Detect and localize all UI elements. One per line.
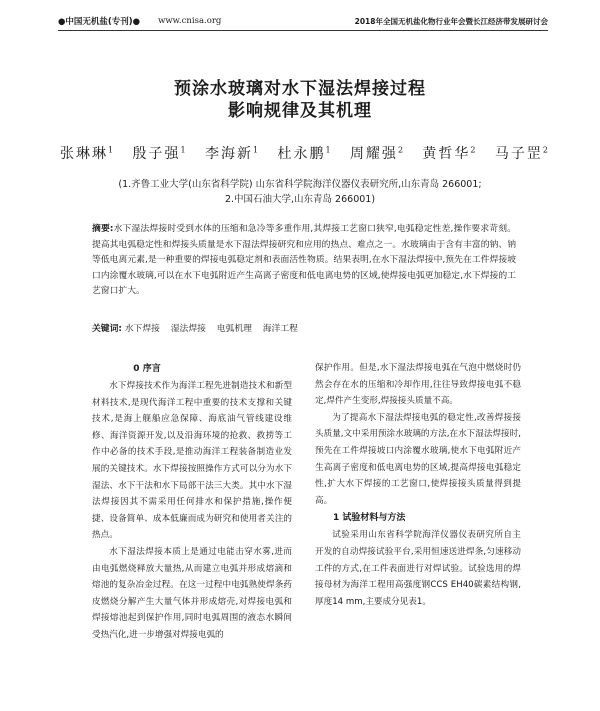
keyword: 水下焊接 [124,324,160,334]
author: 殷子强$^1$ [132,145,186,162]
left-column [92,360,292,644]
author: 马子罡$^2$ [494,145,548,162]
author: 李海新$^1$ [204,145,259,162]
journal-name: ●中国无机盐(专刊)● [58,17,141,27]
abstract-text: 水下湿法焊接时受到水体的压缩和急冷等多重作用,其焊接工艺窗口狭窄,电弧稳定性差,操作要求苛刻。提高其电弧稳定性和焊接头质量是水下湿法焊接研究和应用的热点、难点之一。水玻璃由于含有丰富的钠、钠等低电离元素,是一种重要的焊接电弧稳定剂和表面活性物质。结果表明,在水下湿法焊接中,预先在工件焊接坡口内涂覆水玻璃,可以在水下电弧附近产生高离子密度和低电离电势的区域,使焊接电弧更加稳定,水下焊接的工艺窗口扩大。 [92,224,516,297]
paper-title [0,78,600,122]
paragraph: 水下湿法焊接本质上是通过电能击穿水雾,进而由电弧燃烧释放大量热,从而建立电弧并形成熔滴和熔池的复杂冶金过程。在这一过程中电弧熟使焊条药皮燃烧分解产生大量气体并形成熔壳,对焊接电弧和焊接熔池起到保护作用,同时电弧周围的液态水瞬间受热汽化,进一步增强对焊接电弧的 [92,546,292,640]
abstract [92,222,516,300]
keywords [92,321,306,334]
keywords-label: 关键词: [92,324,122,334]
author: 黄哲华$^2$ [422,145,476,162]
author: 周耀强$^2$ [349,145,404,162]
author: 杜永鹏$^1$ [277,145,331,162]
running-header [58,14,548,31]
paragraph: 为了提高水下湿法焊接电弧的稳定性,改善焊接接头质量,文中采用预涂水玻璃的方法,在水下湿法焊接时,预先在工件焊接坡口内涂覆水玻璃,使水下电弧附近产生高离子密度和低电离电势的区域,提高焊接电弧稳定性,扩大水下焊接的工艺窗口,使焊接接头质量得到提高。 [315,412,521,506]
affiliations [40,177,560,207]
paragraph: 水下焊接技术作为海洋工程先进制造技术和新型材料技术,是现代海洋工程中重要的技术支撑和关键技术,是海上舰船应急保障、海底油气管线建设维修、海洋资源开发,以及沿海环境的抢救、救捞等工作中必备的技术手段,是推动海洋工程装备制造业发展的关键技术。水下焊接按照操作方式可以分为水下湿法、水下干法和水下局部干法三大类。其中水下湿法焊接因其不需采用任何排水和保护措施,操作便捷、设备简单、成本低廉而成为研究和使用者关注的热点。 [92,381,292,541]
abstract-label: 摘要: [92,224,114,234]
conference-name: 2018年全国无机盐化物行业年会暨长江经济带发展研讨会 [354,16,548,26]
title-line-1: 预涂水玻璃对水下湿法焊接过程 [174,79,426,99]
affiliation-line-2: 2.中国石油大学,山东青岛 266001) [224,194,376,205]
keyword: 湿法焊接 [170,324,206,334]
paragraph: 试验采用山东省科学院海洋仪器仪表研究所自主开发的自动焊接试验平台,采用恒速送进焊条,匀速移动工件的方式,在工件表面进行对焊试验。试验选用的焊接母材为海洋工程用高强度钢CCS EH40碳素结构钢,厚度14 mm,主要成分见表1。 [315,530,521,607]
author-list [60,143,548,163]
paragraph: 保护作用。但是,水下湿法焊接电弧在气泡中燃烧时仍然会存在水的压缩和冷却作用,往往导致焊接电弧不稳定,焊件产生变形,焊接接头质量不高。 [315,363,521,407]
right-column [315,360,521,610]
author: 张琳琳$^1$ [60,145,114,162]
section-heading-introduction: 0 序言 [133,364,161,374]
keyword: 海洋工程 [262,324,298,334]
title-line-2: 影响规律及其机理 [228,101,372,121]
section-heading-materials: 1 试验材料与方法 [333,513,406,524]
affiliation-line-1: (1.齐鲁工业大学(山东省科学院) 山东省科学院海洋仪器仪表研究所,山东青岛 266001; [118,179,482,190]
journal-website: www.cnisa.org [158,16,222,26]
keyword: 电弧机理 [216,324,252,334]
